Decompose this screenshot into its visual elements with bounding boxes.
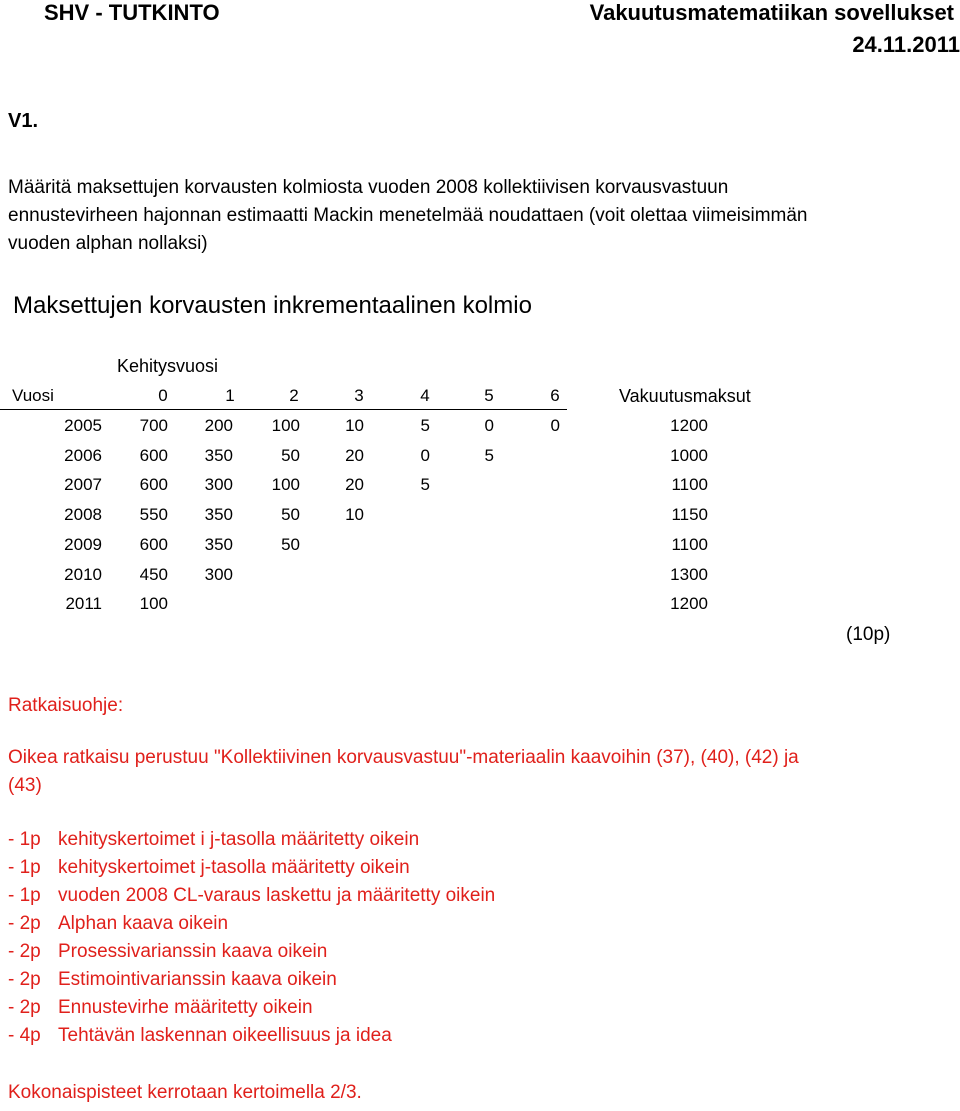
dev-year-header: 2 bbox=[289, 386, 299, 405]
task-number: V1. bbox=[8, 110, 39, 132]
header-divider bbox=[0, 409, 567, 410]
table-cell: 350 bbox=[204, 534, 233, 554]
dev-year-header: 5 bbox=[484, 386, 494, 405]
criteria-text: kehityskertoimet i j-tasolla määritetty oikein bbox=[58, 829, 420, 850]
table-cell: 100 bbox=[271, 416, 300, 435]
criteria-item bbox=[8, 997, 313, 1019]
table-cell: 200 bbox=[204, 416, 233, 435]
solution-intro-line: (43) bbox=[8, 775, 42, 796]
accident-year: 2009 bbox=[64, 534, 102, 554]
table-cell: 600 bbox=[139, 534, 168, 554]
dev-year-header: 0 bbox=[158, 386, 168, 405]
criteria-text: Estimointivarianssin kaava oikein bbox=[58, 969, 337, 990]
dev-year-header: 4 bbox=[420, 386, 430, 405]
accident-year: 2007 bbox=[64, 475, 102, 495]
table-cell: 300 bbox=[204, 475, 233, 495]
table-cell: 10 bbox=[345, 416, 364, 435]
accident-year: 2005 bbox=[64, 416, 102, 435]
table-cell: 50 bbox=[281, 445, 300, 465]
dev-year-label: Kehitysvuosi bbox=[117, 356, 219, 376]
year-label: Vuosi bbox=[12, 386, 54, 405]
premium-cell: 1200 bbox=[670, 416, 708, 435]
criteria-text: Ennustevirhe määritetty oikein bbox=[58, 997, 313, 1018]
criteria-text: Prosessivarianssin kaava oikein bbox=[58, 941, 328, 962]
table-cell: 50 bbox=[281, 505, 300, 525]
accident-year: 2011 bbox=[65, 594, 102, 614]
criteria-item bbox=[8, 829, 419, 851]
accident-year: 2010 bbox=[64, 564, 102, 584]
criteria-points: - 2p bbox=[8, 941, 41, 962]
table-cell: 20 bbox=[345, 475, 364, 495]
table-cell: 5 bbox=[420, 416, 430, 435]
accident-year: 2006 bbox=[64, 445, 102, 465]
criteria-points: - 1p bbox=[8, 885, 41, 906]
table-cell: 450 bbox=[139, 564, 168, 584]
criteria-text: vuoden 2008 CL-varaus laskettu ja määritetty oikein bbox=[58, 885, 496, 906]
criteria-points: - 1p bbox=[8, 857, 41, 878]
criteria-item bbox=[8, 913, 228, 935]
criteria-item bbox=[8, 941, 327, 963]
table-cell: 600 bbox=[139, 445, 168, 465]
criteria-points: - 2p bbox=[8, 969, 41, 990]
premium-cell: 1100 bbox=[671, 475, 708, 495]
exam-title: SHV - TUTKINTO bbox=[44, 0, 220, 25]
solution-footer: Kokonaispisteet kerrotaan kertoimella 2/3. bbox=[8, 1082, 362, 1103]
course-title: Vakuutusmatematiikan sovellukset bbox=[589, 0, 954, 25]
premium-cell: 1100 bbox=[671, 534, 708, 554]
criteria-points: - 1p bbox=[8, 829, 41, 850]
table-cell: 5 bbox=[420, 475, 430, 495]
table-cell: 550 bbox=[139, 505, 168, 525]
criteria-text: Alphan kaava oikein bbox=[58, 913, 229, 934]
criteria-points: - 4p bbox=[8, 1025, 41, 1046]
solution-intro-line: Oikea ratkaisu perustuu "Kollektiivinen korvausvastuu"-materiaalin kaavoihin (37), (40), (42) ja bbox=[8, 747, 799, 768]
dev-year-header: 1 bbox=[225, 386, 235, 405]
criteria-points: - 2p bbox=[8, 997, 41, 1018]
dev-year-header: 6 bbox=[550, 386, 560, 405]
table-cell: 100 bbox=[271, 475, 300, 495]
criteria-text: Tehtävän laskennan oikeellisuus ja idea bbox=[58, 1025, 392, 1046]
premium-label: Vakuutusmaksut bbox=[619, 386, 751, 406]
table-cell: 0 bbox=[484, 416, 494, 435]
table-cell: 10 bbox=[345, 505, 364, 525]
table-cell: 100 bbox=[139, 594, 168, 614]
table-cell: 20 bbox=[345, 445, 364, 465]
table-cell: 350 bbox=[204, 445, 233, 465]
criteria-item bbox=[8, 857, 410, 879]
premium-cell: 1000 bbox=[670, 445, 708, 465]
table-cell: 5 bbox=[484, 445, 494, 465]
premium-cell: 1150 bbox=[671, 505, 708, 525]
premium-cell: 1200 bbox=[670, 594, 708, 614]
task-text-line: Määritä maksettujen korvausten kolmiosta vuoden 2008 kollektiivisen korvausvastuun bbox=[8, 177, 729, 198]
criteria-points: - 2p bbox=[8, 913, 41, 934]
exam-date: 24.11.2011 bbox=[852, 32, 960, 57]
task-text-line: vuoden alphan nollaksi) bbox=[8, 233, 208, 254]
points: (10p) bbox=[846, 624, 891, 645]
task-text-line: ennustevirheen hajonnan estimaatti Mackin menetelmää noudattaen (voit olettaa viimeisimmän bbox=[8, 205, 808, 226]
table-title: Maksettujen korvausten inkrementaalinen kolmio bbox=[13, 292, 532, 319]
solution-heading: Ratkaisuohje: bbox=[8, 695, 124, 716]
criteria-item bbox=[8, 1025, 392, 1047]
criteria-item bbox=[8, 969, 337, 991]
criteria-text: kehityskertoimet j-tasolla määritetty oikein bbox=[58, 857, 410, 878]
dev-year-header: 3 bbox=[354, 386, 364, 405]
table-cell: 350 bbox=[204, 505, 233, 525]
table-cell: 700 bbox=[139, 416, 168, 435]
premium-cell: 1300 bbox=[670, 564, 708, 584]
table-cell: 300 bbox=[204, 564, 233, 584]
table-cell: 0 bbox=[420, 445, 430, 465]
criteria-item bbox=[8, 885, 495, 907]
table-cell: 600 bbox=[139, 475, 168, 495]
table-cell: 0 bbox=[550, 416, 560, 435]
table-cell: 50 bbox=[281, 534, 300, 554]
accident-year: 2008 bbox=[64, 505, 102, 525]
